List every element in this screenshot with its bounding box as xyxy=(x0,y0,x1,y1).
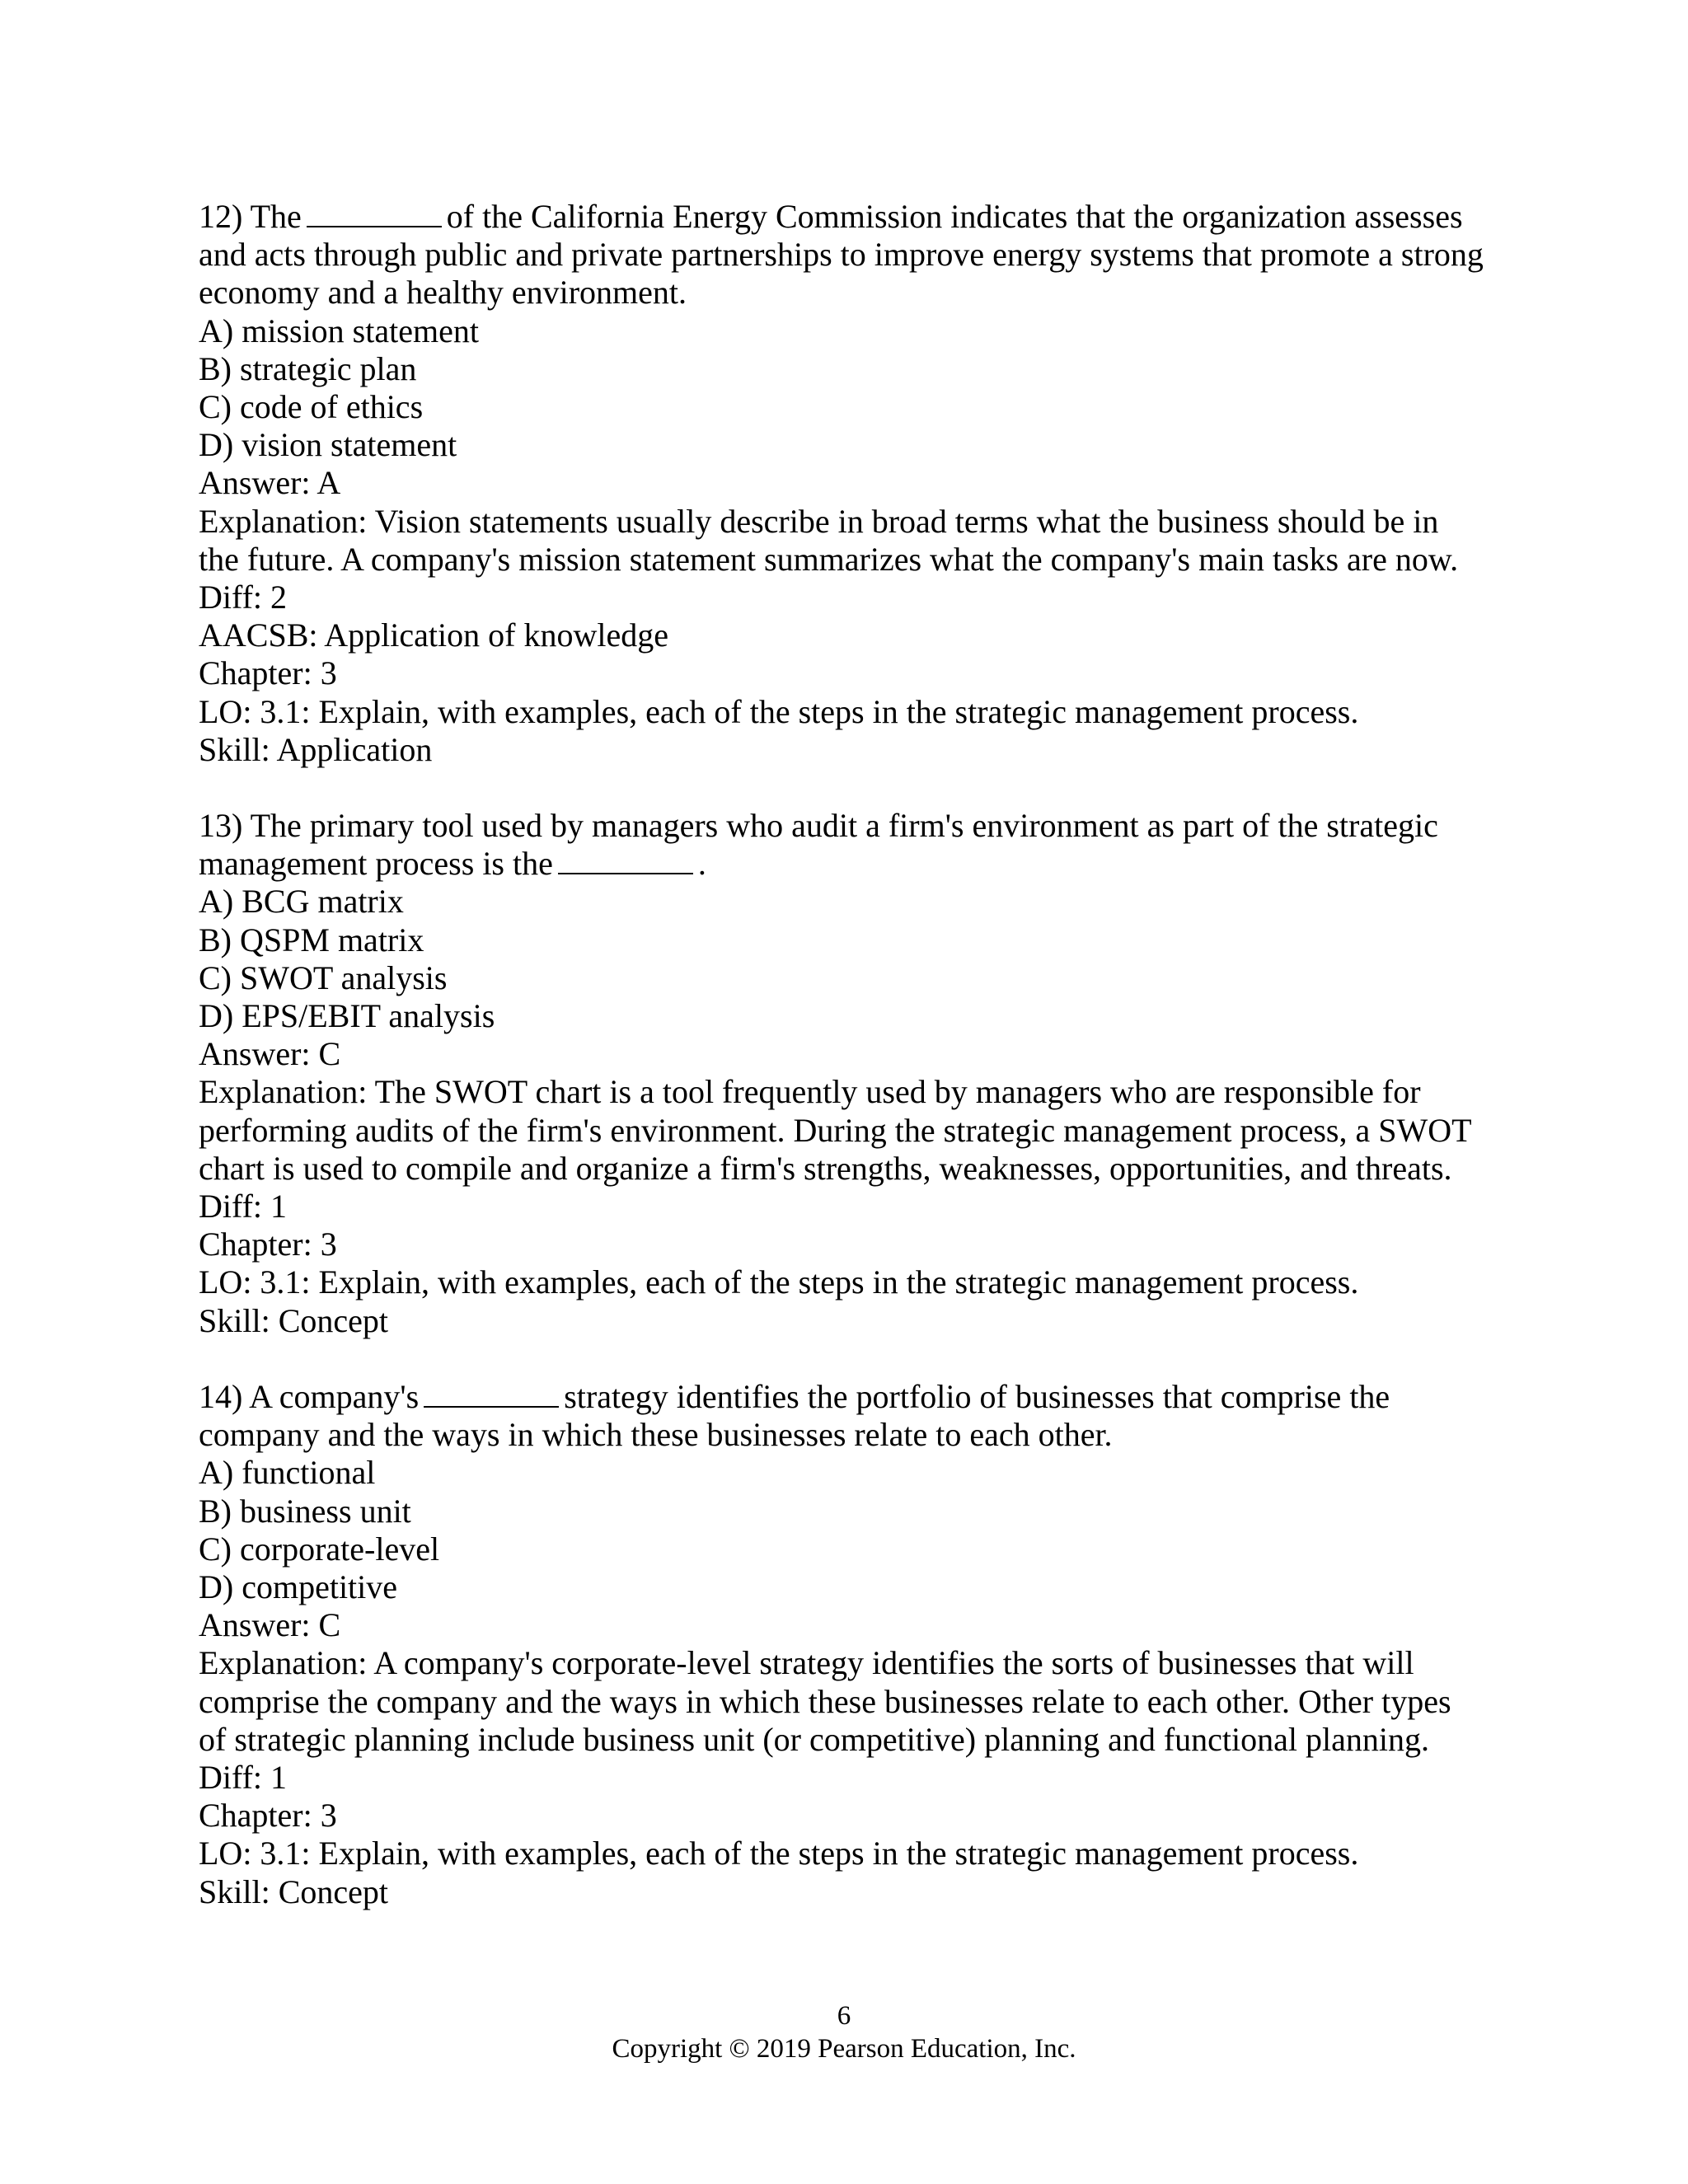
chapter-line: Chapter: 3 xyxy=(199,654,337,692)
copyright-notice: Copyright © 2019 Pearson Education, Inc. xyxy=(612,2034,1076,2064)
option-a: A) mission statement xyxy=(199,312,479,349)
explanation-line: Explanation: The SWOT chart is a tool frequently used by managers who are responsible for xyxy=(199,1073,1421,1111)
question-stem-line: 13) The primary tool used by managers who audit a firm's environment as part of the strategic xyxy=(199,807,1438,845)
answer-line: Answer: A xyxy=(199,464,341,502)
explanation-line: comprise the company and the ways in which these businesses relate to each other. Other types xyxy=(199,1682,1451,1720)
answer-line: Answer: C xyxy=(199,1606,341,1644)
learning-objective-line: LO: 3.1: Explain, with examples, each of the steps in the strategic management process. xyxy=(199,1835,1359,1872)
question-14 xyxy=(199,1378,1517,1911)
chapter-line: Chapter: 3 xyxy=(199,1226,337,1263)
page-number: 6 xyxy=(837,2001,851,2031)
skill-line: Skill: Concept xyxy=(199,1872,388,1910)
question-12 xyxy=(199,198,1517,769)
option-c: C) SWOT analysis xyxy=(199,958,448,996)
option-c: C) code of ethics xyxy=(199,388,424,426)
option-a: A) functional xyxy=(199,1454,376,1492)
question-stem-line: economy and a healthy environment. xyxy=(199,274,687,312)
option-b: B) strategic plan xyxy=(199,349,417,387)
explanation-line: of strategic planning include business unit (or competitive) planning and functional planning. xyxy=(199,1720,1429,1758)
explanation-line: chart is used to compile and organize a firm's strengths, weaknesses, opportunities, and threats. xyxy=(199,1149,1452,1187)
question-stem-line: 14) A company's strategy identifies the portfolio of businesses that comprise the xyxy=(199,1377,1390,1415)
option-b: B) business unit xyxy=(199,1492,411,1530)
option-d: D) EPS/EBIT analysis xyxy=(199,997,495,1035)
aacsb-line: AACSB: Application of knowledge xyxy=(199,616,668,654)
chapter-line: Chapter: 3 xyxy=(199,1797,337,1835)
page-footer xyxy=(0,1999,1688,2065)
explanation-line: the future. A company's mission statement summarizes what the company's main tasks are now. xyxy=(199,540,1459,578)
learning-objective-line: LO: 3.1: Explain, with examples, each of the steps in the strategic management process. xyxy=(199,1263,1359,1301)
question-stem-line: 12) The of the California Energy Commission indicates that the organization assesses xyxy=(199,198,1463,235)
answer-line: Answer: C xyxy=(199,1035,341,1073)
option-b: B) QSPM matrix xyxy=(199,921,424,958)
explanation-line: Explanation: Vision statements usually describe in broad terms what the business should be in xyxy=(199,502,1439,540)
question-13 xyxy=(199,807,1517,1340)
skill-line: Skill: Concept xyxy=(199,1301,388,1339)
learning-objective-line: LO: 3.1: Explain, with examples, each of the steps in the strategic management process. xyxy=(199,692,1359,730)
answer-blank xyxy=(424,1378,559,1408)
option-d: D) competitive xyxy=(199,1568,398,1605)
difficulty-line: Diff: 1 xyxy=(199,1188,288,1226)
question-stem-line: company and the ways in which these businesses relate to each other. xyxy=(199,1416,1113,1454)
difficulty-line: Diff: 2 xyxy=(199,579,288,616)
option-d: D) vision statement xyxy=(199,426,457,464)
explanation-line: performing audits of the firm's environment. During the strategic management process, a SWOT xyxy=(199,1111,1472,1149)
option-c: C) corporate-level xyxy=(199,1530,440,1568)
difficulty-line: Diff: 1 xyxy=(199,1758,288,1796)
option-a: A) BCG matrix xyxy=(199,883,404,921)
question-stem-line: management process is the . xyxy=(199,845,706,883)
explanation-line: Explanation: A company's corporate-level strategy identifies the sorts of businesses that will xyxy=(199,1644,1414,1682)
answer-blank xyxy=(558,845,693,874)
page-content xyxy=(199,198,1517,1911)
answer-blank xyxy=(307,198,442,227)
question-stem-line: and acts through public and private partnerships to improve energy systems that promote a strong xyxy=(199,236,1484,274)
skill-line: Skill: Application xyxy=(199,730,433,768)
